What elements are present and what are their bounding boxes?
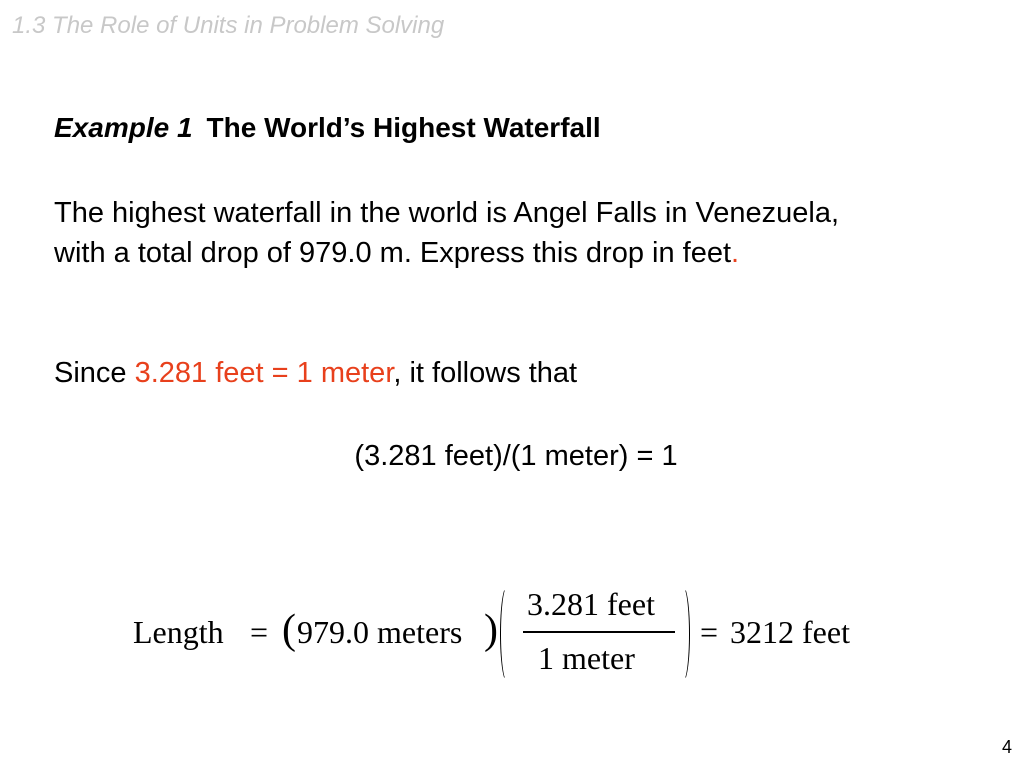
- equation-right-paren: ): [484, 607, 498, 653]
- example-title: [54, 112, 601, 144]
- fraction-denominator: 1 meter: [538, 640, 635, 676]
- section-header: 1.3 The Role of Units in Problem Solving: [12, 12, 445, 39]
- problem-line-1: The highest waterfall in the world is Angel Falls in Venezuela,: [54, 197, 840, 229]
- since-suffix: , it follows that: [393, 357, 578, 389]
- equation-quantity: 979.0 meters: [297, 614, 463, 650]
- example-heading: The World’s Highest Waterfall: [206, 112, 601, 143]
- since-statement: [54, 357, 577, 390]
- fraction-left-bracket: [500, 586, 514, 682]
- ratio-equation: (3.281 feet)/(1 meter) = 1: [354, 440, 678, 472]
- page-number: 4: [1001, 737, 1012, 757]
- problem-statement: [54, 193, 1004, 273]
- fraction-bar: [523, 631, 675, 633]
- example-label: Example 1: [54, 112, 193, 143]
- problem-line-2-period: .: [731, 237, 740, 269]
- conversion-equation: [0, 578, 1024, 688]
- equation-lhs: Length: [133, 614, 224, 650]
- conversion-factor-highlight: 3.281 feet = 1 meter: [134, 357, 394, 389]
- problem-line-2-text: with a total drop of 979.0 m. Express this drop in feet: [54, 237, 732, 269]
- fraction-numerator: 3.281 feet: [527, 586, 655, 622]
- equation-result: 3212 feet: [730, 614, 850, 650]
- problem-line-2: [54, 233, 1004, 273]
- since-prefix: Since: [54, 357, 135, 389]
- equation-equals-1: =: [250, 614, 269, 650]
- equation-equals-2: =: [700, 614, 719, 650]
- fraction-right-bracket: [676, 586, 690, 682]
- equation-left-paren: (: [282, 607, 296, 653]
